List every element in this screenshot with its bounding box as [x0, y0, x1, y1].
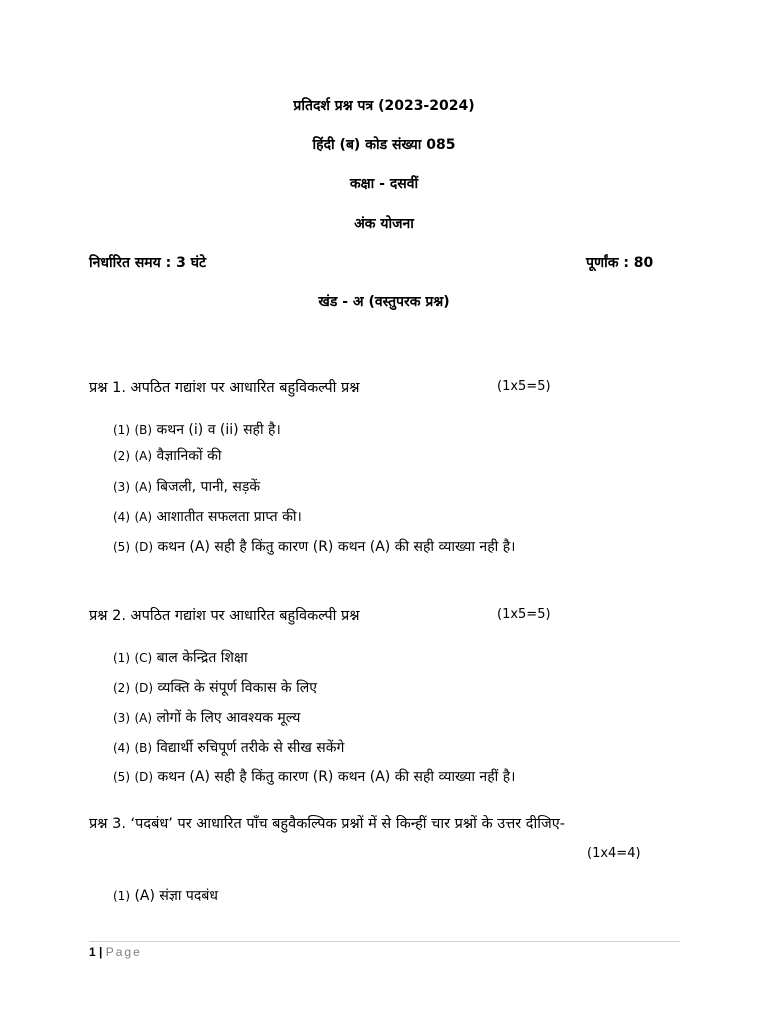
- footer-separator: |: [99, 945, 103, 959]
- page-footer: [89, 945, 142, 959]
- question-2-title: प्रश्न 2. अपठित गद्यांश पर आधारित बहुविकल्पी प्रश्न: [89, 608, 360, 624]
- page-number: 1: [89, 945, 96, 959]
- q1-answer-2: (2) (A) वैज्ञानिकों की: [113, 448, 222, 464]
- paper-title: प्रतिदर्श प्रश्न पत्र (2023-2024): [293, 98, 475, 114]
- subject-code: हिंदी (ब) कोड संख्या 085: [312, 137, 456, 153]
- page-label: Page: [105, 945, 142, 959]
- question-1-title: प्रश्न 1. अपठित गद्यांश पर आधारित बहुविकल्पी प्रश्न: [89, 380, 360, 396]
- q3-answer-1: (1) (A) संज्ञा पदबंध: [113, 888, 218, 904]
- q2-answer-5: (5) (D) कथन (A) सही है किंतु कारण (R) कथन (A) की सही व्याख्या नहीं है।: [113, 769, 516, 785]
- time-allowed: निर्धारित समय : 3 घंटे: [89, 255, 207, 271]
- footer-divider: [89, 941, 680, 942]
- total-marks: पूर्णांक : 80: [586, 255, 654, 271]
- question-2-marks: (1x5=5): [497, 607, 551, 622]
- marking-scheme-heading: अंक योजना: [354, 216, 414, 232]
- question-3-title: प्रश्न 3. ‘पदबंध’ पर आधारित पाँच बहुवैकल्पिक प्रश्नों में से किन्हीं चार प्रश्नों के उत्तर दीजिए-: [89, 816, 565, 832]
- q1-answer-1: (1) (B) कथन (i) व (ii) सही है।: [113, 422, 281, 438]
- question-3-marks: (1x4=4): [587, 846, 641, 861]
- question-1-marks: (1x5=5): [497, 379, 551, 394]
- section-heading: खंड - अ (वस्तुपरक प्रश्न): [318, 294, 450, 310]
- q2-answer-3: (3) (A) लोगों के लिए आवश्यक मूल्य: [113, 710, 301, 726]
- q2-answer-4: (4) (B) विद्यार्थी रुचिपूर्ण तरीके से सीख सकेंगे: [113, 740, 345, 756]
- q2-answer-1: (1) (C) बाल केन्द्रित शिक्षा: [113, 650, 248, 666]
- q2-answer-2: (2) (D) व्यक्ति के संपूर्ण विकास के लिए: [113, 680, 317, 696]
- q1-answer-4: (4) (A) आशातीत सफलता प्राप्त की।: [113, 509, 302, 525]
- q1-answer-3: (3) (A) बिजली, पानी, सड़कें: [113, 479, 261, 495]
- class-name: कक्षा - दसवीं: [349, 176, 419, 192]
- q1-answer-5: (5) (D) कथन (A) सही है किंतु कारण (R) कथन (A) की सही व्याख्या नही है।: [113, 539, 516, 555]
